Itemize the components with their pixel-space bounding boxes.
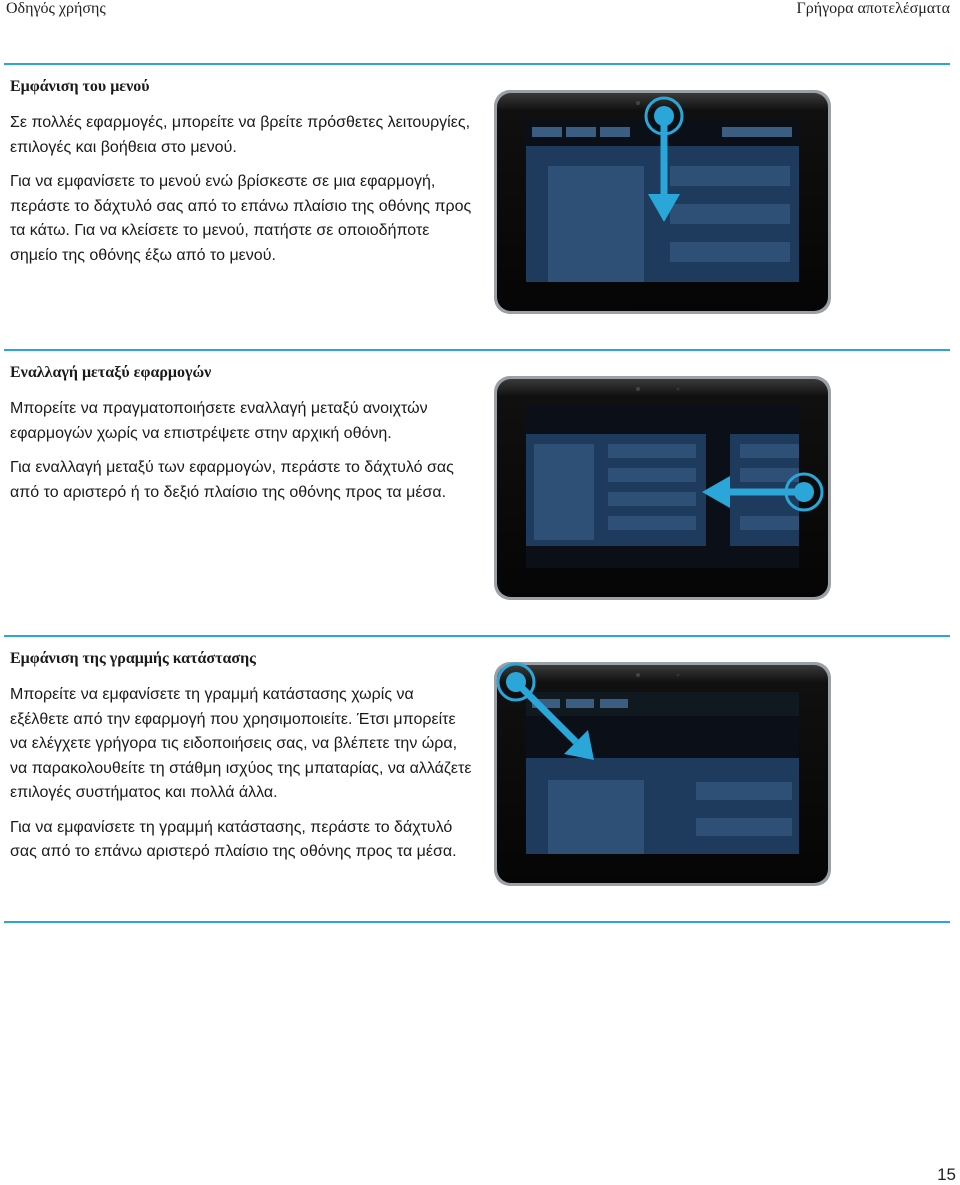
camera-icon — [636, 387, 640, 391]
camera-icon — [636, 673, 640, 677]
tablet-swipe-down-illustration — [490, 86, 835, 318]
section-show-menu — [10, 78, 475, 278]
header-section-title: Γρήγορα αποτελέσματα — [796, 0, 950, 17]
paragraph: Μπορείτε να εμφανίσετε τη γραμμή κατάστασης χωρίς να εξέλθετε από την εφαρμογή που χρησιμοποιείτε. Έτσι μπορείτε να ελέγχετε γρήγορα τις ειδοποιήσεις σας, να βλέπετε την ώρα, να παρακολουθείτε τη στάθμη ισχύος της μπαταρίας, να αλλάζετε επιλογές συστήματος και πολλά άλλα. — [10, 686, 472, 801]
section-title: Εναλλαγή μεταξύ εφαρμογών — [10, 364, 212, 381]
tablet-swipe-side-illustration — [490, 372, 835, 604]
section-title: Εμφάνιση της γραμμής κατάστασης — [10, 650, 256, 667]
section-switch-apps — [10, 364, 475, 515]
tablet-swipe-corner-illustration — [490, 658, 835, 890]
section-divider — [4, 921, 950, 923]
header-guide-title: Οδηγός χρήσης — [6, 0, 106, 17]
camera-icon — [636, 101, 640, 105]
paragraph: Μπορείτε να πραγματοποιήσετε εναλλαγή μεταξύ ανοιχτών εφαρμογών χωρίς να επιστρέψετε στην αρχική οθόνη. — [10, 400, 428, 442]
section-divider — [4, 349, 950, 351]
paragraph: Για να εμφανίσετε τη γραμμή κατάστασης, περάστε το δάχτυλό σας από το επάνω αριστερό πλαίσιο της οθόνης προς τα μέσα. — [10, 818, 457, 860]
section-title: Εμφάνιση του μενού — [10, 78, 150, 95]
paragraph: Για να εμφανίσετε το μενού ενώ βρίσκεστε σε μια εφαρμογή, περάστε το δάχτυλό σας από το επάνω πλαίσιο της οθόνης προς τα κάτω. Για να κλείσετε το μενού, πατήστε σε οποιοδήποτε σημείο της οθόνης έξω από το μενού. — [10, 173, 472, 264]
paragraph: Για εναλλαγή μεταξύ των εφαρμογών, περάστε το δάχτυλό σας από το αριστερό ή το δεξιό πλαίσιο της οθόνης προς τα μέσα. — [10, 459, 454, 501]
page-number: 15 — [937, 1165, 956, 1184]
section-status-bar — [10, 650, 475, 875]
section-divider — [4, 635, 950, 637]
section-divider — [4, 63, 950, 65]
paragraph: Σε πολλές εφαρμογές, μπορείτε να βρείτε πρόσθετες λειτουργίες, επιλογές και βοήθεια στο μενού. — [10, 114, 471, 156]
